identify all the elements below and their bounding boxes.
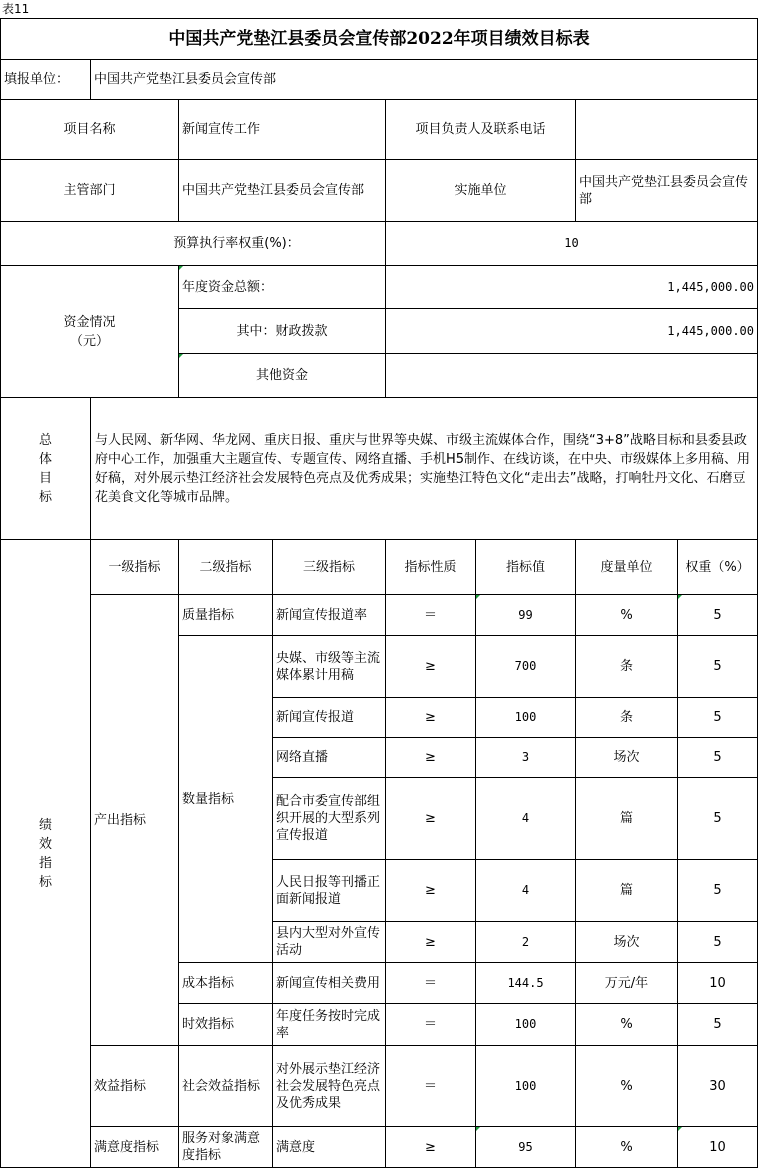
indicator-name: 人民日报等刊播正面新闻报道 (273, 860, 386, 922)
indicator-unit: % (576, 1046, 678, 1127)
impl-unit-label: 实施单位 (386, 160, 576, 222)
goal-label-char: 总 (38, 432, 52, 448)
indicator-name: 新闻宣传报道 (273, 698, 386, 738)
indicator-unit: 篇 (576, 778, 678, 860)
indicator-value: 4 (476, 778, 576, 860)
indicator-nature: ≥ (386, 1127, 476, 1168)
indicator-weight: 5 (678, 595, 758, 636)
level2-quantity: 数量指标 (179, 636, 273, 963)
competent-dept-label: 主管部门 (0, 160, 179, 222)
indicator-name: 网络直播 (273, 738, 386, 778)
header-level1: 一级指标 (91, 540, 179, 595)
indicator-nature: ≥ (386, 636, 476, 698)
project-leader-label: 项目负责人及联系电话 (386, 100, 576, 160)
table-tag: 表11 (2, 2, 30, 16)
goal-label-char: 目 (38, 470, 52, 486)
goal-label-char: 标 (38, 489, 52, 505)
indicator-value: 2 (476, 922, 576, 963)
indicator-name: 年度任务按时完成率 (273, 1004, 386, 1046)
indicator-weight: 5 (678, 636, 758, 698)
level2-social-benefit: 社会效益指标 (179, 1046, 273, 1127)
goal-text: 与人民网、新华网、华龙网、重庆日报、重庆与世界等央媒、市级主流媒体合作，围绕“3+8”战略目标和县委县政府中心工作，加强重大主题宣传、专题宣传、网络直播、手机H5制作、在线访谈，在中央、市级媒体上多用稿、用好稿，对外展示垫江经济社会发展特色亮点及优秀成果；实施垫江特色文化“走出去”战略，打响牡丹文化、石磨豆花美食文化等城市品牌。 (91, 398, 758, 540)
indicator-weight: 5 (678, 738, 758, 778)
indicator-unit: % (576, 595, 678, 636)
project-name-value: 新闻宣传工作 (179, 100, 386, 160)
indicator-nature: ＝ (386, 963, 476, 1004)
level2-timeliness: 时效指标 (179, 1004, 273, 1046)
budget-weight-label: 预算执行率权重(%)： (0, 222, 386, 266)
goal-label-char: 体 (38, 451, 52, 467)
indicator-weight: 10 (678, 1127, 758, 1168)
indicator-name: 县内大型对外宣传活动 (273, 922, 386, 963)
annual-total-label: 年度资金总额： (179, 266, 386, 309)
funds-label (0, 266, 179, 398)
indicator-unit: 万元/年 (576, 963, 678, 1004)
indicator-weight: 5 (678, 778, 758, 860)
project-leader-value (576, 100, 758, 160)
indicator-weight: 5 (678, 922, 758, 963)
indicator-unit: 场次 (576, 922, 678, 963)
header-nature: 指标性质 (386, 540, 476, 595)
perf-label-char: 效 (38, 836, 52, 852)
indicator-value: 100 (476, 698, 576, 738)
indicator-unit: % (576, 1127, 678, 1168)
impl-unit-value: 中国共产党垫江县委员会宣传部 (576, 160, 758, 222)
indicator-name: 对外展示垫江经济社会发展特色亮点及优秀成果 (273, 1046, 386, 1127)
perf-label-char: 指 (38, 855, 52, 871)
indicator-weight: 30 (678, 1046, 758, 1127)
header-value: 指标值 (476, 540, 576, 595)
fiscal-label: 其中：财政拨款 (179, 309, 386, 354)
indicator-weight: 5 (678, 860, 758, 922)
indicator-value: 700 (476, 636, 576, 698)
indicator-unit: 篇 (576, 860, 678, 922)
indicator-weight: 5 (678, 1004, 758, 1046)
indicator-value: 99 (476, 595, 576, 636)
indicator-unit: 场次 (576, 738, 678, 778)
indicator-unit: 条 (576, 636, 678, 698)
indicator-value: 100 (476, 1004, 576, 1046)
header-level3: 三级指标 (273, 540, 386, 595)
header-weight: 权重（%） (678, 540, 758, 595)
fill-unit-label: 填报单位： (0, 60, 91, 100)
indicator-name: 满意度 (273, 1127, 386, 1168)
indicator-value: 144.5 (476, 963, 576, 1004)
level2-quality: 质量指标 (179, 595, 273, 636)
indicator-unit: % (576, 1004, 678, 1046)
competent-dept-value: 中国共产党垫江县委员会宣传部 (179, 160, 386, 222)
indicator-nature: ＝ (386, 1046, 476, 1127)
indicator-nature: ≥ (386, 860, 476, 922)
indicator-name: 央媒、市级等主流媒体累计用稿 (273, 636, 386, 698)
header-unit: 度量单位 (576, 540, 678, 595)
indicator-nature: ＝ (386, 1004, 476, 1046)
other-label: 其他资金 (179, 354, 386, 398)
other-value (386, 354, 758, 398)
project-name-label: 项目名称 (0, 100, 179, 160)
fill-unit-value: 中国共产党垫江县委员会宣传部 (91, 60, 758, 100)
indicator-value: 95 (476, 1127, 576, 1168)
level1-benefit: 效益指标 (91, 1046, 179, 1127)
perf-label (0, 540, 91, 1168)
perf-label-char: 绩 (38, 817, 52, 833)
indicator-unit: 条 (576, 698, 678, 738)
indicator-nature: ＝ (386, 595, 476, 636)
indicator-name: 新闻宣传相关费用 (273, 963, 386, 1004)
indicator-name: 配合市委宣传部组织开展的大型系列宣传报道 (273, 778, 386, 860)
header-level2: 二级指标 (179, 540, 273, 595)
indicator-nature: ≥ (386, 778, 476, 860)
goal-label (0, 398, 91, 540)
level2-cost: 成本指标 (179, 963, 273, 1004)
indicator-weight: 5 (678, 698, 758, 738)
fiscal-value: 1,445,000.00 (386, 309, 758, 354)
indicator-nature: ≥ (386, 922, 476, 963)
budget-weight-value: 10 (386, 222, 758, 266)
funds-label-line1: 资金情况 (63, 314, 116, 330)
indicator-value: 3 (476, 738, 576, 778)
perf-label-char: 标 (38, 874, 52, 890)
indicator-weight: 10 (678, 963, 758, 1004)
indicator-name: 新闻宣传报道率 (273, 595, 386, 636)
page-title: 中国共产党垫江县委员会宣传部2022年项目绩效目标表 (0, 18, 758, 60)
annual-total-value: 1,445,000.00 (386, 266, 758, 309)
indicator-value: 4 (476, 860, 576, 922)
indicator-nature: ≥ (386, 738, 476, 778)
indicator-value: 100 (476, 1046, 576, 1127)
level1-satisfaction: 满意度指标 (91, 1127, 179, 1168)
level2-service-satisfaction: 服务对象满意度指标 (179, 1127, 273, 1168)
funds-label-line2: （元） (69, 333, 109, 349)
indicator-nature: ≥ (386, 698, 476, 738)
level1-output: 产出指标 (91, 595, 179, 1046)
